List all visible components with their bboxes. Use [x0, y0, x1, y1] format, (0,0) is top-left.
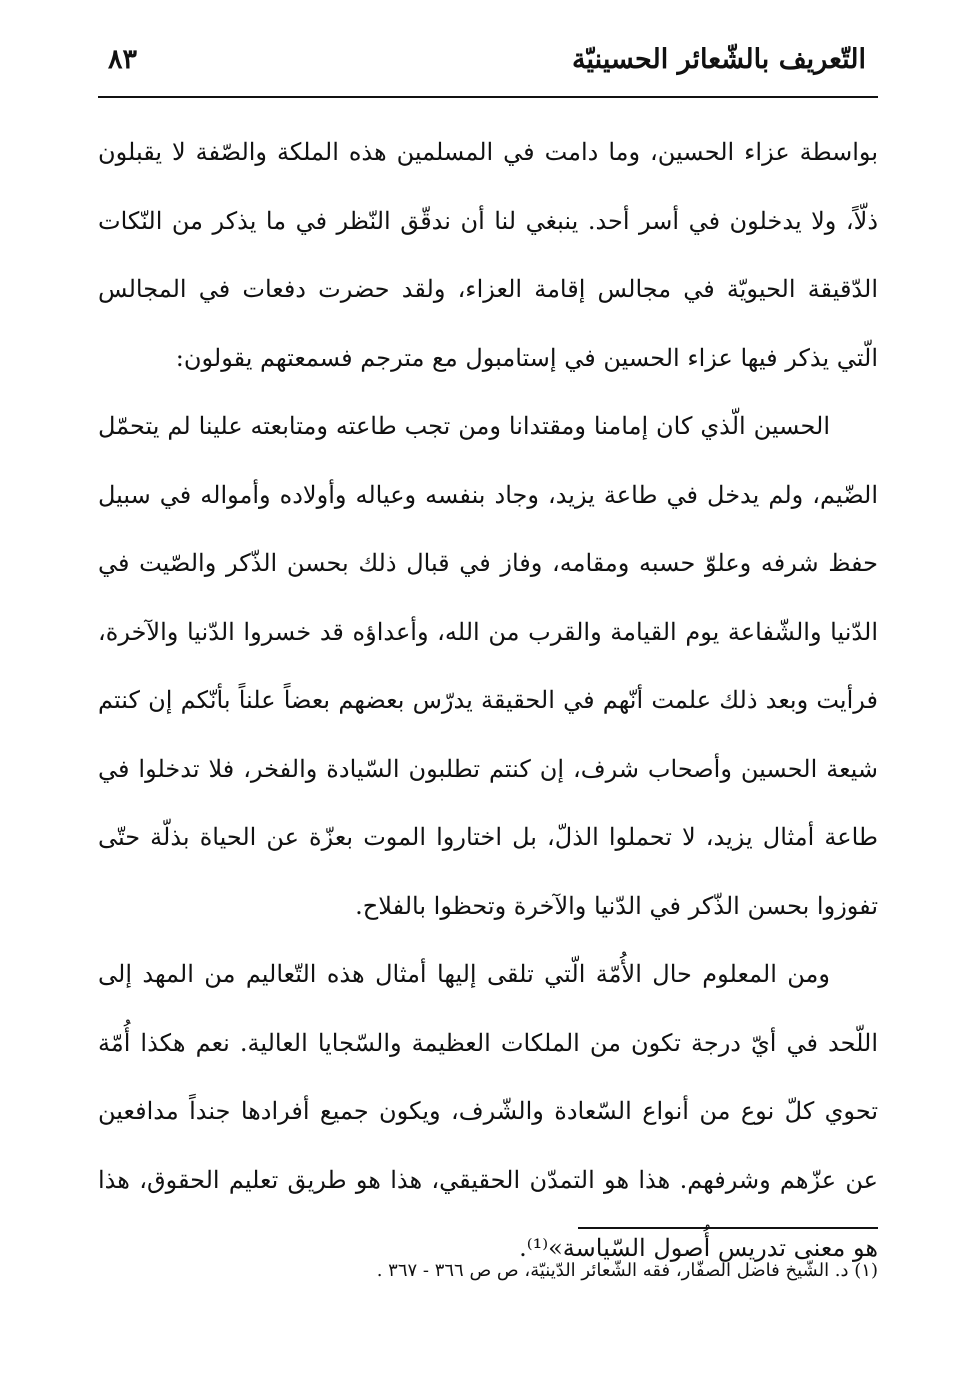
header-rule [98, 96, 878, 98]
paragraph: بواسطة عزاء الحسين، وما دامت في المسلمين هذه الملكة والصّفة لا يقبلون ذلّاً، ولا يدخلون في أسر أحد. ينبغي لنا أن ندقّق النّظر في ما يذكر من النّكات الدّقيقة الحيويّة في مجالس إقامة العزاء، ولقد حضرت دفعات في المجالس الّتي يذكر فيها عزاء الحسين في إستامبول مع مترجم فسمعتهم يقولون: [98, 138, 879, 372]
running-title: التّعريف بالشّعائر الحسينيّة [572, 44, 866, 75]
main-text [98, 118, 878, 1283]
paragraph: الحسين الّذي كان إمامنا ومقتدانا ومن تجب طاعته ومتابعته علينا لم يتحمّل الضّيم، ولم يدخل في طاعة يزيد، وجاد بنفسه وعياله وأولاده وأمواله في سبيل حفظ شرفه وعلوّ حسبه ومقامه، وفاز في قبال ذلك بحسن الذّكر والصّيت في الدّنيا والشّفاعة يوم القيامة والقرب من الله، وأعداؤه قد خسروا الدّنيا والآخرة، فرأيت وبعد ذلك علمت أنّهم في الحقيقة يدرّس بعضهم بعضاً علناً بأنّكم إن كنتم شيعة الحسين وأصحاب شرف، إن كنتم تطلبون السّيادة والفخر، فلا تدخلوا في طاعة أمثال يزيد، لا تحملوا الذلّ، بل اختاروا الموت بعزّة عن الحياة بذلّة حتّى تفوزوا بحسن الذّكر في الدّنيا والآخرة وتحظوا بالفلاح. [98, 412, 878, 920]
footnote-separator [578, 1227, 878, 1229]
paragraph: ومن المعلوم حال الأُمّة الّتي تلقى إليها أمثال هذه التّعاليم من المهد إلى اللّحد في أيّ درجة تكون من الملكات العظيمة والسّجايا العالية. نعم هكذا أُمّة تحوي كلّ نوع من أنواع السّعادة والشّرف، ويكون جميع أفرادها جنداً مدافعين عن عزّهم وشرفهم. هذا هو التمدّن الحقيقي، هذا هو طريق تعليم الحقوق، هذا هو معنى تدريس أُصول السّياسة»⁽¹⁾. [98, 960, 879, 1262]
page-header [98, 40, 878, 96]
page-number: ٨٣ [108, 44, 138, 75]
footnote: (١) د. الشّيخ فاضل الصفّار، فقه الشّعائر الدّينيّة، ص ص ٣٦٦ - ٣٦٧ . [376, 1260, 878, 1281]
